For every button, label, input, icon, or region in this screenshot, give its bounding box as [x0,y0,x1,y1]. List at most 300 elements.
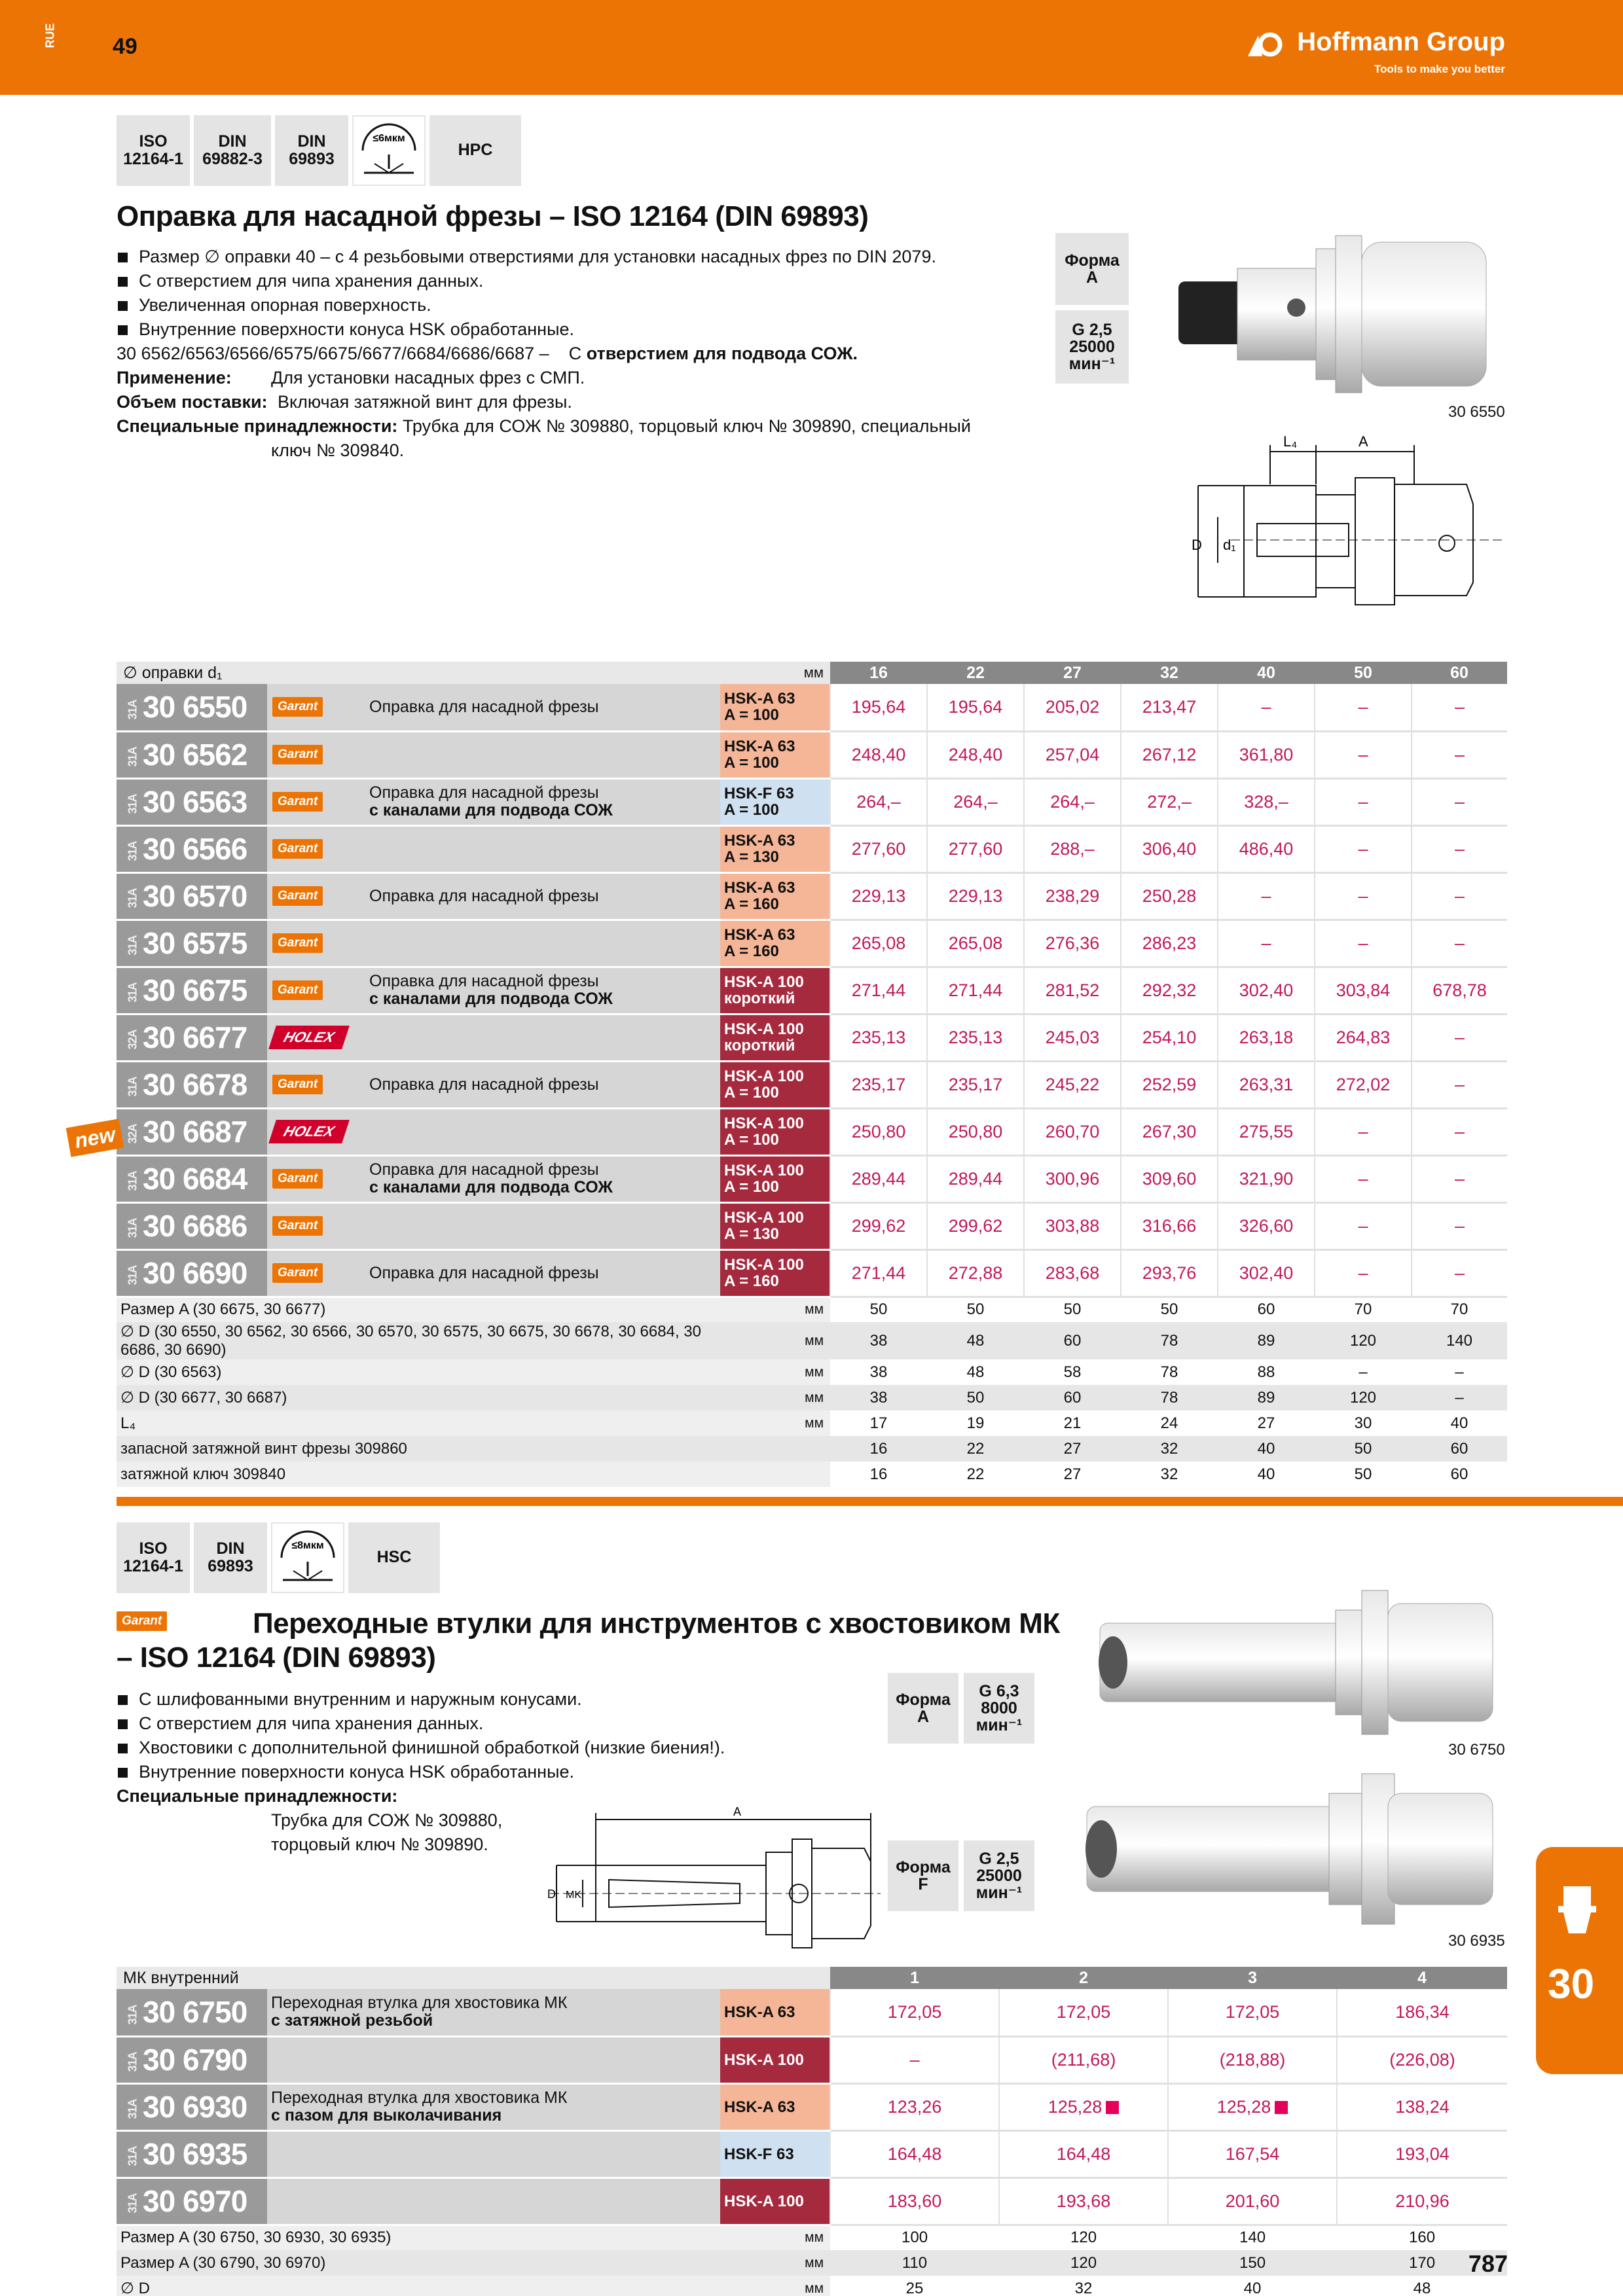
dimension-value: 50 [1354,1465,1372,1483]
hsk-type: HSK-A 100 A = 130 [720,1202,830,1249]
dimension-label: Размер A (30 6790, 30 6970) [117,2250,720,2276]
badge-din-69893: DIN 69893 [194,1522,267,1593]
price-cell: 205,02 [1024,684,1121,731]
price-cell: 272,88 [927,1249,1024,1297]
chapter-number: 30 [1548,1960,1595,2007]
dimension-value: 60 [1257,1300,1275,1319]
tool-holder-icon [1554,1880,1600,1939]
dimension-value: 70 [1450,1300,1468,1319]
price-cell: 264,83 [1315,1014,1412,1061]
garant-logo: Garant [272,1263,323,1283]
description [365,1108,720,1155]
dimension-value: 60 [1024,1385,1121,1410]
price-cell: 361,80 [1218,731,1315,778]
description [267,2036,720,2083]
hsk-type: HSK-A 63 A = 100 [720,684,830,731]
hsk-type: HSK-A 100 [720,2036,830,2083]
table-row [117,684,1507,731]
price-cell: 303,84 [1315,967,1412,1014]
dimension-value: 50 [1315,1436,1412,1462]
brand-cell [267,1014,365,1061]
price-cell: 235,17 [927,1061,1024,1108]
header-unit: мм [720,662,830,684]
hsk-type: HSK-A 100 A = 160 [720,1249,830,1297]
dimension-value: 160 [1409,2229,1436,2247]
price-cell: – [1412,1061,1507,1108]
svg-text:≤8мкм: ≤8мкм [291,1540,324,1551]
dimension-value: 48 [927,1322,1024,1359]
hsk-type: HSK-A 63 A = 160 [720,872,830,920]
dimension-value: 40 [1243,2279,1262,2296]
dimension-label: ∅ D [117,2276,720,2296]
availability-marker-icon [1275,2101,1288,2114]
price-cell: 229,13 [830,872,927,920]
brand-cell [267,1061,365,1108]
size-col: 32 [1121,662,1218,684]
price-cell: (218,88) [1168,2036,1337,2083]
availability-marker-icon [1106,2101,1119,2114]
price-cell: 138,24 [1337,2083,1507,2130]
dimension-value: 150 [1168,2250,1337,2276]
dimension-label: Размер A (30 6675, 30 6677) [117,1297,720,1322]
price-cell: 250,28 [1121,872,1218,920]
brand-cell [267,684,365,731]
article-number: 31A 30 6550 [117,684,267,731]
price-cell: 328,– [1218,778,1315,825]
price-cell: 235,13 [927,1014,1024,1061]
dimension-label: ∅ D (30 6550, 30 6562, 30 6566, 30 6570, 30 6575, 30 6675, 30 6678, 30 6684, 30 6686, 30 6690) [117,1322,720,1359]
dimension-unit: мм [720,1297,830,1322]
accessories-line-2: торцовый ключ № 309890. [271,1835,488,1854]
price-cell: 235,17 [830,1061,927,1108]
dimension-row [117,1436,1507,1462]
size-col: 40 [1218,662,1315,684]
dimension-row [117,2276,1507,2296]
brand-cell [267,967,365,1014]
dimension-value: 16 [830,1436,927,1462]
dimension-value: 78 [1121,1322,1218,1359]
price-cell: 248,40 [927,731,1024,778]
price-cell: 195,64 [830,684,927,731]
dimension-value: 22 [927,1436,1024,1462]
price-cell: – [1412,1108,1507,1155]
brand-cell [267,778,365,825]
price-cell: – [830,2036,999,2083]
table-row [117,1014,1507,1061]
brand-cell [267,1108,365,1155]
section2-title: Переходные втулки для инструментов с хвостовиком МК [253,1607,1060,1640]
svg-text:A: A [1359,433,1368,450]
price-cell: 272,– [1121,778,1218,825]
dimension-value: 38 [830,1385,927,1410]
table-row [117,1249,1507,1297]
description [365,1202,720,1249]
svg-text:d₁: d₁ [1223,537,1236,553]
table-row [117,1202,1507,1249]
dimension-value: 88 [1257,1363,1275,1381]
dimension-value: 70 [1354,1300,1372,1319]
hoffmann-logo-icon [1247,29,1285,58]
price-cell: 293,76 [1121,1249,1218,1297]
product-image-caption-2: 30 6935 [1448,1932,1505,1950]
size-col: 22 [927,662,1024,684]
price-cell: 186,34 [1337,1989,1507,2036]
dimension-value: 120 [999,2250,1168,2276]
standards-badges-2 [117,1522,440,1593]
description [267,2130,720,2178]
feature-item: Увеличенная опорная поверхность. [117,293,1046,317]
dimension-value: – [1455,1363,1464,1381]
price-cell: 260,70 [1024,1108,1121,1155]
article-number: 31A 30 6678 [117,1061,267,1108]
hsk-type: HSK-A 100 короткий [720,1014,830,1061]
price-cell: – [1412,872,1507,920]
size-col: 27 [1024,662,1121,684]
table-row [117,2083,1507,2130]
badge-iso: ISO 12164-1 [117,115,190,186]
dimension-unit: мм [720,1385,830,1410]
price-cell: 289,44 [830,1155,927,1202]
dimension-value: 50 [869,1300,888,1319]
runout-gauge-icon [275,1525,340,1590]
svg-text:D: D [547,1888,556,1901]
dimension-value: 40 [1218,1436,1315,1462]
price-cell: 271,44 [927,967,1024,1014]
price-cell: 264,– [1024,778,1121,825]
svg-text:MK: MK [566,1890,581,1901]
price-cell: 303,88 [1024,1202,1121,1249]
price-cell: 265,08 [830,920,927,967]
holex-logo: HOLEX [268,1120,349,1143]
dimension-value: 16 [869,1465,888,1483]
feature-item: Размер ∅ оправки 40 – с 4 резьбовыми отверстиями для установки насадных фрез по DIN 2079. [117,245,1046,269]
product-image-caption: 30 6550 [1448,403,1505,421]
dimension-unit: мм [720,2225,830,2250]
price-cell: 321,90 [1218,1155,1315,1202]
brand-cell [267,872,365,920]
table-row [117,778,1507,825]
price-cell: 123,26 [830,2083,999,2130]
dimension-value: 78 [1160,1363,1178,1381]
price-cell: 250,80 [927,1108,1024,1155]
section1-features [117,245,1046,463]
dimension-value: 40 [1257,1465,1275,1483]
brand-cell [267,731,365,778]
dimension-value: 32 [1074,2279,1093,2296]
dimension-value: – [1412,1385,1507,1410]
garant-logo: Garant [272,839,323,859]
price-cell: 257,04 [1024,731,1121,778]
description: Переходная втулка для хвостовика МК с затяжной резьбой [267,1989,720,2036]
dimension-unit [720,1462,830,1487]
price-cell: 283,68 [1024,1249,1121,1297]
price-cell: 277,60 [927,825,1024,872]
price-cell: 316,66 [1121,1202,1218,1249]
dimension-value: 38 [830,1322,927,1359]
garant-logo: Garant [272,745,323,764]
svg-text:A: A [733,1806,742,1818]
dimension-value: 30 [1354,1414,1372,1432]
sleeve-product-image-2 [1074,1767,1506,1937]
price-cell: – [1412,731,1507,778]
top-bar [0,0,1623,95]
hsk-type: HSK-A 100 [720,2178,830,2225]
new-flag: new [66,1119,124,1157]
article-number: 31A 30 6675 [117,967,267,1014]
price-cell: 254,10 [1121,1014,1218,1061]
table-row [117,967,1507,1014]
dimension-value: 27 [1063,1465,1082,1483]
dimension-value: 24 [1160,1414,1178,1432]
price-cell: 193,04 [1337,2130,1507,2178]
badge-hsc: HSC [348,1522,440,1593]
price-cell: 250,80 [830,1108,927,1155]
price-cell: 172,05 [830,1989,999,2036]
garant-logo: Garant [272,792,323,812]
arbor-price-table [117,662,1507,1487]
accessories-line: Специальные принадлежности: Трубка для СОЖ № 309880, торцовый ключ № 309890, специальный [117,416,971,436]
size-col: 4 [1337,1967,1507,1989]
dimension-value: 100 [902,2229,928,2247]
application-line: Применение: Для установки насадных фрез с СМП. [117,368,585,387]
svg-text:L₄: L₄ [1283,433,1298,450]
price-cell: – [1315,1249,1412,1297]
feature-item: Внутренние поверхности конуса HSK обработанные. [117,317,1046,342]
price-cell: 125,28 [999,2083,1168,2130]
description: Оправка для насадной фрезы [365,684,720,731]
dimension-value: 89 [1218,1322,1315,1359]
price-cell: 229,13 [927,872,1024,920]
runout-gauge-icon [356,118,422,183]
dimension-row [117,1359,1507,1385]
badge-din-69882: DIN 69882-3 [194,115,271,186]
hsk-type: HSK-A 100 A = 100 [720,1155,830,1202]
feature-item: С шлифованными внутренним и наружным конусами. [117,1687,869,1712]
description: Оправка для насадной фрезы с каналами для подвода СОЖ [365,967,720,1014]
brand-name: Hoffmann Group [1297,27,1505,56]
dimension-value: 78 [1121,1385,1218,1410]
dimension-value: 27 [1024,1436,1121,1462]
price-cell: – [1315,1155,1412,1202]
description [365,1014,720,1061]
dimension-value: 60 [1412,1436,1507,1462]
price-cell: – [1412,920,1507,967]
price-cell: 235,13 [830,1014,927,1061]
table-row [117,872,1507,920]
dimension-value: 22 [966,1465,985,1483]
price-cell: 164,48 [830,2130,999,2178]
price-cell: 678,78 [1412,967,1507,1014]
price-cell: 486,40 [1218,825,1315,872]
dimension-value: 170 [1337,2250,1507,2276]
runout-badge [352,115,426,186]
article-number: 31A 30 6970 [117,2178,267,2225]
brand-cell [267,1202,365,1249]
sleeve-product-image-1 [1087,1584,1506,1748]
dimension-value: 32 [1160,1465,1178,1483]
hsk-type: HSK-A 100 A = 100 [720,1108,830,1155]
price-cell: 193,68 [999,2178,1168,2225]
dimension-unit [720,1436,830,1462]
price-cell: – [1412,684,1507,731]
dimension-value: 120 [1070,2229,1097,2247]
chapter-tab [1536,1847,1623,2074]
dimension-row [117,2250,1507,2276]
price-cell: 245,22 [1024,1061,1121,1108]
price-cell: 265,08 [927,920,1024,967]
balance-badge: G 2,5 25000 мин⁻¹ [1055,310,1129,384]
article-number: 31A 30 6750 [117,1989,267,2036]
dimension-label: затяжной ключ 309840 [117,1462,720,1487]
price-cell: – [1412,1249,1507,1297]
brand-cell [267,1249,365,1297]
article-number: 31A 30 6566 [117,825,267,872]
dimension-value: 140 [1412,1322,1507,1359]
price-cell: 302,40 [1218,1249,1315,1297]
holex-logo: HOLEX [268,1026,349,1049]
dimension-row [117,1462,1507,1487]
table-header [117,662,1507,684]
price-cell: – [1315,778,1412,825]
price-cell: 263,18 [1218,1014,1315,1061]
feature-item: С отверстием для чипа хранения данных. [117,1712,869,1736]
footer-page-number: 787 [1468,2250,1508,2277]
article-number: 31A 30 6570 [117,872,267,920]
price-cell: 271,44 [830,967,927,1014]
price-cell: – [1315,731,1412,778]
accessories-line-2: ключ № 309840. [271,440,405,460]
dimension-row [117,1297,1507,1322]
brand-logo [1247,27,1505,75]
price-cell: – [1218,684,1315,731]
dimension-unit: мм [720,2250,830,2276]
price-cell: 238,29 [1024,872,1121,920]
dimension-value: 50 [927,1385,1024,1410]
price-cell: 275,55 [1218,1108,1315,1155]
hsk-type: HSK-A 100 A = 100 [720,1061,830,1108]
price-cell: 195,64 [927,684,1024,731]
description: Оправка для насадной фрезы [365,1249,720,1297]
size-col: 1 [830,1967,999,1989]
article-number: 31A 30 6930 [117,2083,267,2130]
language-code: RUE [43,23,57,48]
price-cell: 299,62 [927,1202,1024,1249]
price-cell: 125,28 [1168,2083,1337,2130]
table-row [117,2130,1507,2178]
table-row [117,825,1507,872]
feature-item: Хвостовики с дополнительной финишной обработкой (низкие биения!). [117,1736,869,1760]
garant-logo: Garant [272,1075,323,1094]
price-cell: 183,60 [830,2178,999,2225]
table-row [117,731,1507,778]
article-number: 31A 30 6563 [117,778,267,825]
price-cell: 245,03 [1024,1014,1121,1061]
badge-din-69893: DIN 69893 [275,115,348,186]
section-divider [117,1497,1623,1506]
brand-cell [267,825,365,872]
garant-logo: Garant [272,886,323,906]
dimension-value: 48 [1413,2279,1431,2296]
table-row [117,1155,1507,1202]
price-cell: 267,30 [1121,1108,1218,1155]
accessories-label: Специальные принадлежности: [117,1786,398,1806]
article-number: 31A 30 6935 [117,2130,267,2178]
dimension-value: 19 [966,1414,985,1432]
dimension-value: 32 [1121,1436,1218,1462]
hsk-type: HSK-A 100 короткий [720,967,830,1014]
size-col: 2 [999,1967,1168,1989]
forma-a-badge: Форма A [1055,233,1129,305]
dimension-value: 50 [1160,1300,1178,1319]
dimension-row [117,1385,1507,1410]
description: Оправка для насадной фрезы [365,1061,720,1108]
size-col: 3 [1168,1967,1337,1989]
price-cell: 263,31 [1218,1061,1315,1108]
article-number: 31A 30 6575 [117,920,267,967]
dimension-row [117,2225,1507,2250]
table-header [117,1967,1507,1989]
table-row [117,1989,1507,2036]
dimension-value: 50 [966,1300,985,1319]
arbor-technical-drawing [1192,432,1519,628]
garant-logo: Garant [272,1169,323,1189]
dimension-unit: мм [720,2276,830,2296]
price-cell: – [1412,1155,1507,1202]
garant-logo: Garant [272,980,323,1000]
dimension-label: ∅ D (30 6563) [117,1359,720,1385]
description: Переходная втулка для хвостовика МК с пазом для выколачивания [267,2083,720,2130]
dimension-value: 38 [869,1363,888,1381]
table-row [117,2178,1507,2225]
price-cell: 299,62 [830,1202,927,1249]
garant-logo: Garant [272,933,323,953]
dimension-value: 60 [1024,1322,1121,1359]
dimension-unit: мм [720,1359,830,1385]
dimension-unit: мм [720,1410,830,1436]
page-number: 49 [113,34,137,59]
price-cell: 264,– [927,778,1024,825]
dimension-value: 110 [830,2250,999,2276]
brand-cell [267,920,365,967]
dimension-value: 17 [869,1414,888,1432]
price-cell: – [1412,778,1507,825]
price-cell: 248,40 [830,731,927,778]
dimension-label: ∅ D (30 6677, 30 6687) [117,1385,720,1410]
dimension-value: 40 [1450,1414,1468,1432]
price-cell: 289,44 [927,1155,1024,1202]
dimension-value: 60 [1450,1465,1468,1483]
badge-iso: ISO 12164-1 [117,1522,190,1593]
dimension-value: 27 [1257,1414,1275,1432]
hsk-type: HSK-A 63 [720,1989,830,2036]
description: Оправка для насадной фрезы с каналами для подвода СОЖ [365,1155,720,1202]
article-number: 31A 30 6686 [117,1202,267,1249]
price-cell: – [1315,684,1412,731]
hsk-type: HSK-F 63 A = 100 [720,778,830,825]
article-number: 31A 30 6790 [117,2036,267,2083]
feature-item: Внутренние поверхности конуса HSK обработанные. [117,1760,869,1784]
section2-title-2: – ISO 12164 (DIN 69893) [117,1641,436,1674]
brand-tagline: Tools to make you better [1374,63,1505,75]
price-cell: 271,44 [830,1249,927,1297]
description [365,825,720,872]
price-cell: 286,23 [1121,920,1218,967]
price-cell: 300,96 [1024,1155,1121,1202]
header-label: МК внутренний [117,1967,830,1989]
description [267,2178,720,2225]
svg-text:D: D [1192,537,1202,553]
article-number: 32A 30 6687 [117,1108,267,1155]
